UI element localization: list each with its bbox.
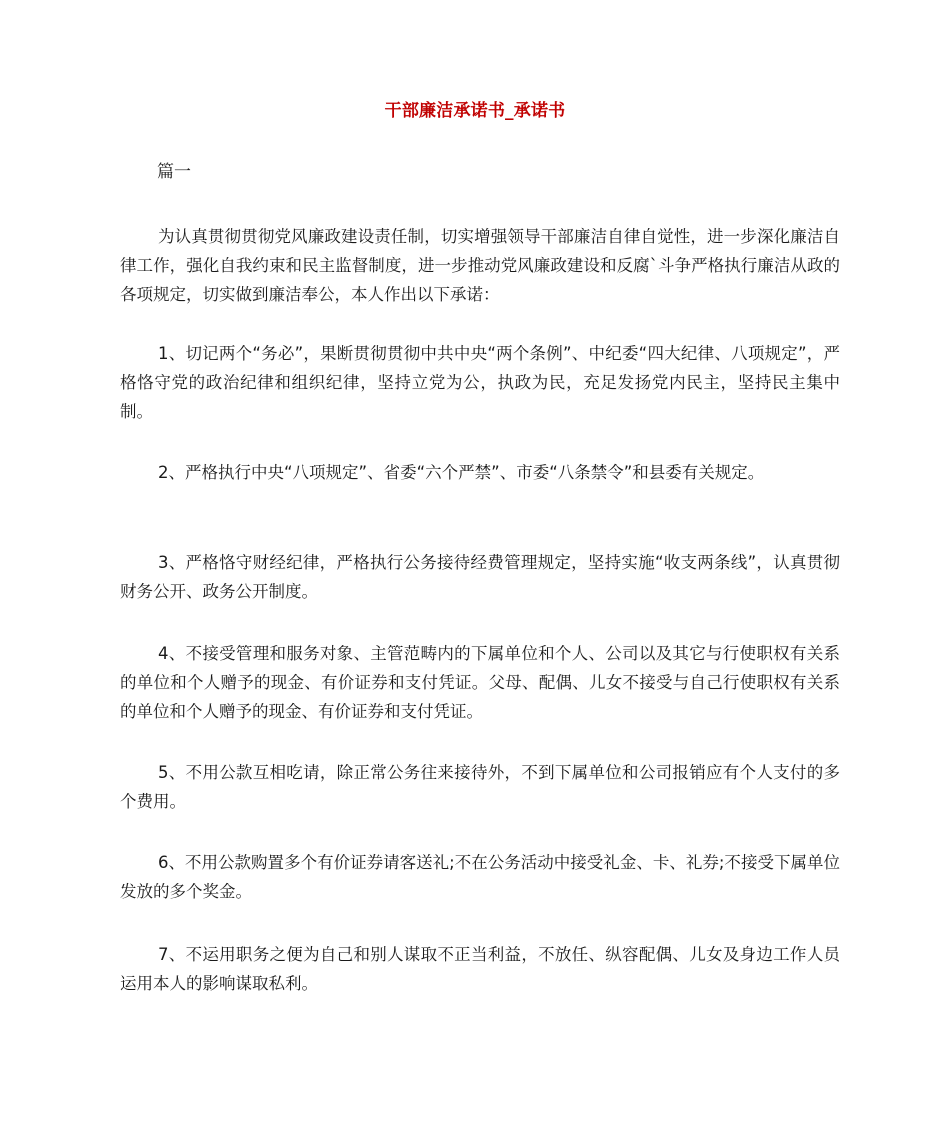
commitment-item-2: 2、严格执行中央“八项规定”、省委“六个严禁”、市委“八条禁令”和县委有关规定。	[158, 463, 765, 482]
commitment-item-7: 7、不运用职务之便为自己和别人谋取不正当利益，不放任、纵容配偶、儿女及身边工作人员运用本人的影响谋取私利。	[120, 945, 840, 993]
section-heading: 篇一	[157, 162, 191, 182]
commitment-item-5: 5、不用公款互相吃请，除正常公务往来接待外，不到下属单位和公司报销应有个人支付的多个费用。	[120, 763, 840, 811]
document-title: 干部廉洁承诺书_承诺书	[384, 101, 566, 121]
commitment-item-1: 1、切记两个“务必”，果断贯彻贯彻中共中央“两个条例”、中纪委“四大纪律、八项规定”，严格恪守党的政治纪律和组织纪律，坚持立党为公，执政为民，充足发扬党内民主，坚持民主集中制。	[120, 344, 840, 421]
commitment-item-3: 3、严格恪守财经纪律，严格执行公务接待经费管理规定，坚持实施“收支两条线”，认真贯彻财务公开、政务公开制度。	[120, 553, 840, 601]
intro-paragraph: 为认真贯彻贯彻党风廉政建设责任制，切实增强领导干部廉洁自律自觉性，进一步深化廉洁自律工作，强化自我约束和民主监督制度，进一步推动党风廉政建设和反腐`斗争严格执行廉洁从政的各项规定，切实做到廉洁奉公，本人作出以下承诺：	[120, 227, 840, 304]
commitment-item-6: 6、不用公款购置多个有价证券请客送礼;不在公务活动中接受礼金、卡、礼券;不接受下属单位发放的多个奖金。	[120, 853, 840, 901]
commitment-item-4: 4、不接受管理和服务对象、主管范畴内的下属单位和个人、公司以及其它与行使职权有关系的单位和个人赠予的现金、有价证券和支付凭证。父母、配偶、儿女不接受与自己行使职权有关系的单位和个人赠予的现金、有价证券和支付凭证。	[120, 644, 840, 721]
